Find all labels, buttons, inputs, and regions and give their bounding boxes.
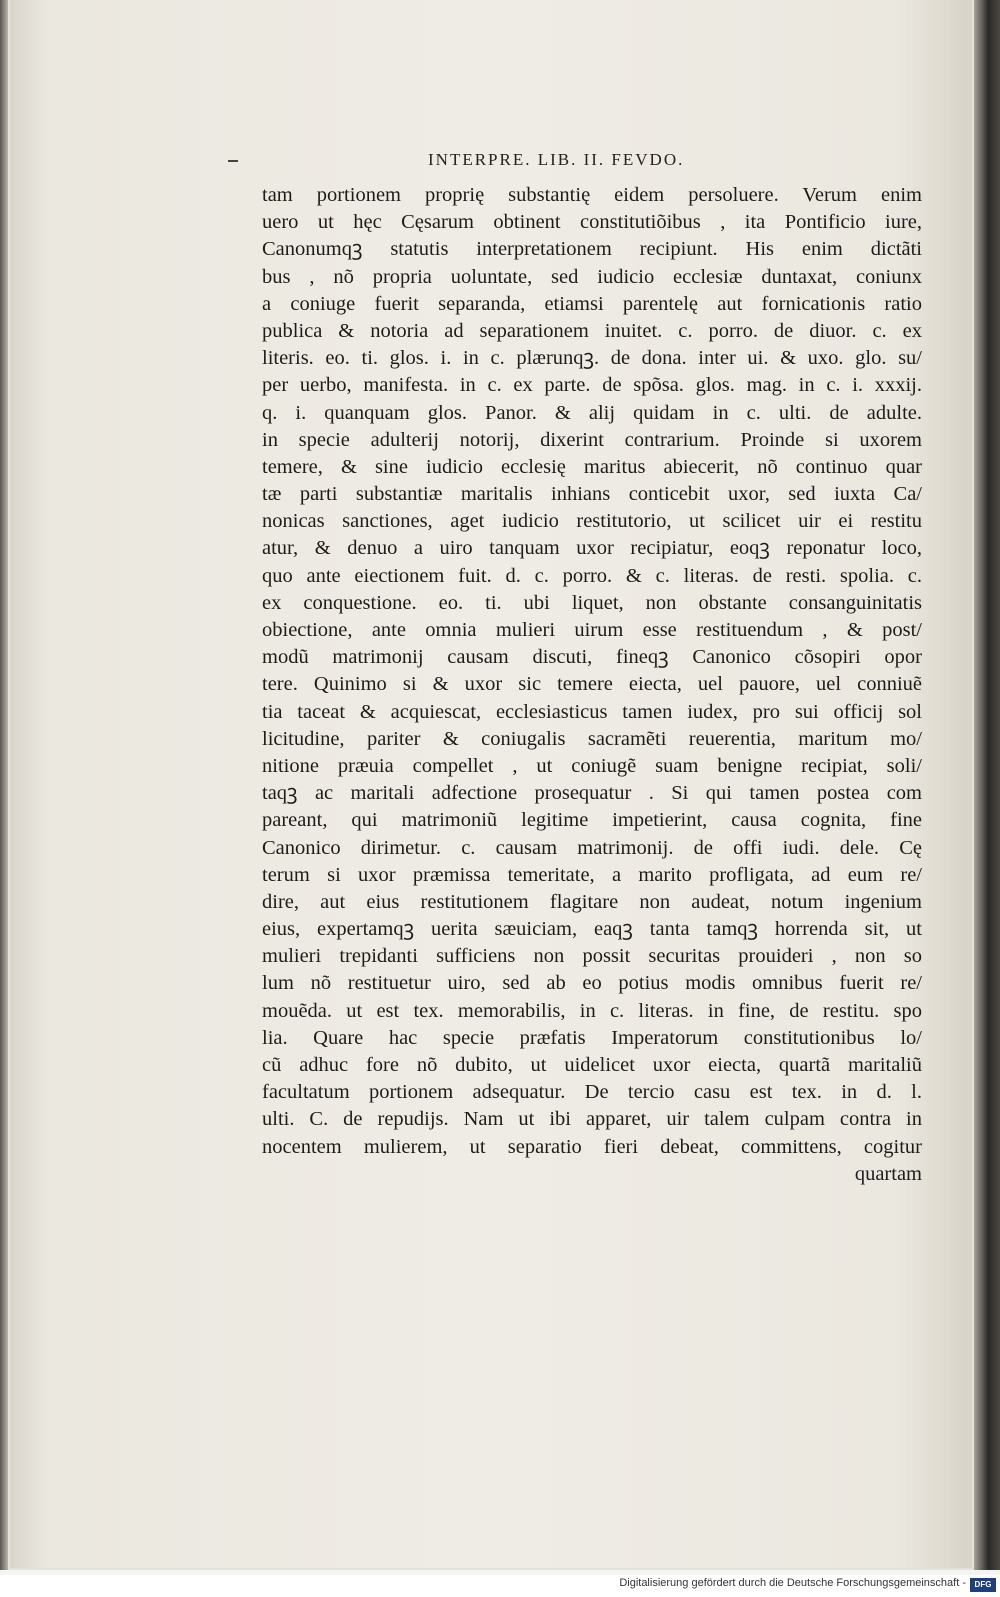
text-line: Canonumqꝫ statutis interpretationem recipiunt. His enim dictãti bbox=[262, 238, 922, 261]
dfg-logo: DFG bbox=[970, 1578, 996, 1592]
text-line: eius, expertamqꝫ uerita sæuiciam, eaqꝫ tanta tamqꝫ horrenda sit, ut bbox=[262, 918, 922, 941]
text-line: lum nõ restituetur uiro, sed ab eo potius modis omnibus fuerit re/ bbox=[262, 972, 922, 995]
text-line: per uerbo, manifesta. in c. ex parte. de spõsa. glos. mag. in c. i. xxxij. bbox=[262, 374, 922, 397]
text-line: lia. Quare hac specie præfatis Imperatorum constitutionibus lo/ bbox=[262, 1026, 922, 1049]
text-line: atur, & denuo a uiro tanquam uxor recipiatur, eoqꝫ reponatur loco, bbox=[262, 537, 922, 560]
text-line: mulieri trepidanti sufficiens non possit securitas prouideri , non so bbox=[262, 945, 922, 968]
text-line: tæ parti substantiæ maritalis inhians conticebit uxor, sed iuxta Ca/ bbox=[262, 483, 922, 506]
text-line: mouẽda. ut est tex. memorabilis, in c. literas. in fine, de restitu. spo bbox=[262, 999, 922, 1022]
text-line: tere. Quinimo si & uxor sic temere eiecta, uel pauore, uel conniuẽ bbox=[262, 673, 922, 696]
text-line: obiectione, ante omnia mulieri uirum esse restituendum , & post/ bbox=[262, 619, 922, 641]
text-line: in specie adulterij notorij, dixerint contrarium. Proinde si uxorem bbox=[262, 428, 922, 451]
text-line: temere, & sine iudicio ecclesię maritus abiecerit, nõ continuo quar bbox=[262, 455, 922, 478]
text-line: bus , nõ propria uoluntate, sed iudicio ecclesiæ duntaxat, coniunx bbox=[262, 265, 922, 288]
text-line: a coniuge fuerit separanda, etiamsi parentelę aut fornicationis ratio bbox=[262, 292, 922, 315]
body-text bbox=[262, 182, 922, 1188]
text-line: ulti. C. de repudijs. Nam ut ibi apparet, uir talem culpam contra in bbox=[262, 1108, 922, 1131]
text-line: pareant, qui matrimoniũ legitime impetierint, causa cognita, fine bbox=[262, 809, 922, 832]
text-line: tia taceat & acquiescat, ecclesiasticus tamen iudex, pro sui officij sol bbox=[262, 700, 922, 723]
text-line: dire, aut eius restitutionem flagitare non audeat, notum ingenium bbox=[262, 890, 922, 913]
left-book-edge bbox=[0, 0, 8, 1570]
funding-notice: Digitalisierung gefördert durch die Deutsche Forschungsgemeinschaft - bbox=[619, 1577, 966, 1589]
right-book-edge bbox=[974, 0, 1000, 1570]
text-line: uero ut hęc Cęsarum obtinent constitutiõibus , ita Pontificio iure, bbox=[262, 211, 922, 234]
text-line: literis. eo. ti. glos. i. in c. plærunqꝫ. de dona. inter ui. & uxo. glo. su/ bbox=[262, 347, 922, 370]
text-line: facultatum portionem adsequatur. De tercio casu est tex. in d. l. bbox=[262, 1081, 922, 1104]
text-line: publica & notoria ad separationem inuitet. c. porro. de diuor. c. ex bbox=[262, 319, 922, 342]
text-line: tam portionem proprię substantię eidem persoluere. Verum enim bbox=[262, 184, 922, 206]
text-line: quo ante eiectionem fuit. d. c. porro. & c. literas. de resti. spolia. c. bbox=[262, 564, 922, 587]
text-line: cũ adhuc fore nõ dubito, ut uidelicet uxor eiecta, quartã maritaliũ bbox=[262, 1054, 922, 1076]
margin-mark bbox=[228, 160, 238, 162]
text-line: taqꝫ ac maritali adfectione prosequatur . Si qui tamen postea com bbox=[262, 782, 922, 805]
running-head: INTERPRE. LIB. II. FEVDO. bbox=[428, 150, 685, 169]
text-line: q. i. quanquam glos. Panor. & alij quidam in c. ulti. de adulte. bbox=[262, 401, 922, 424]
text-line: nonicas sanctiones, aget iudicio restitutorio, ut scilicet uir ei restitu bbox=[262, 510, 922, 533]
text-line: terum si uxor præmissa temeritate, a marito profligata, ad eum re/ bbox=[262, 863, 922, 886]
text-line: Canonico dirimetur. c. causam matrimonij. de offi iudi. dele. Cę bbox=[262, 836, 922, 859]
text-line: ex conquestione. eo. ti. ubi liquet, non obstante consanguinitatis bbox=[262, 591, 922, 614]
text-line: modũ matrimonij causam discuti, fineqꝫ Canonico cõsopiri opor bbox=[262, 646, 922, 669]
text-line: nocentem mulierem, ut separatio fieri debeat, committens, cogitur bbox=[262, 1135, 922, 1158]
catchword: quartam bbox=[854, 1162, 922, 1185]
text-line: nitione præuia compellet , ut coniugẽ suam benigne recipiat, soli/ bbox=[262, 754, 922, 777]
text-line: licitudine, pariter & coniugalis sacramẽti reuerentia, maritum mo/ bbox=[262, 727, 922, 750]
digitization-footer bbox=[0, 1575, 1000, 1597]
